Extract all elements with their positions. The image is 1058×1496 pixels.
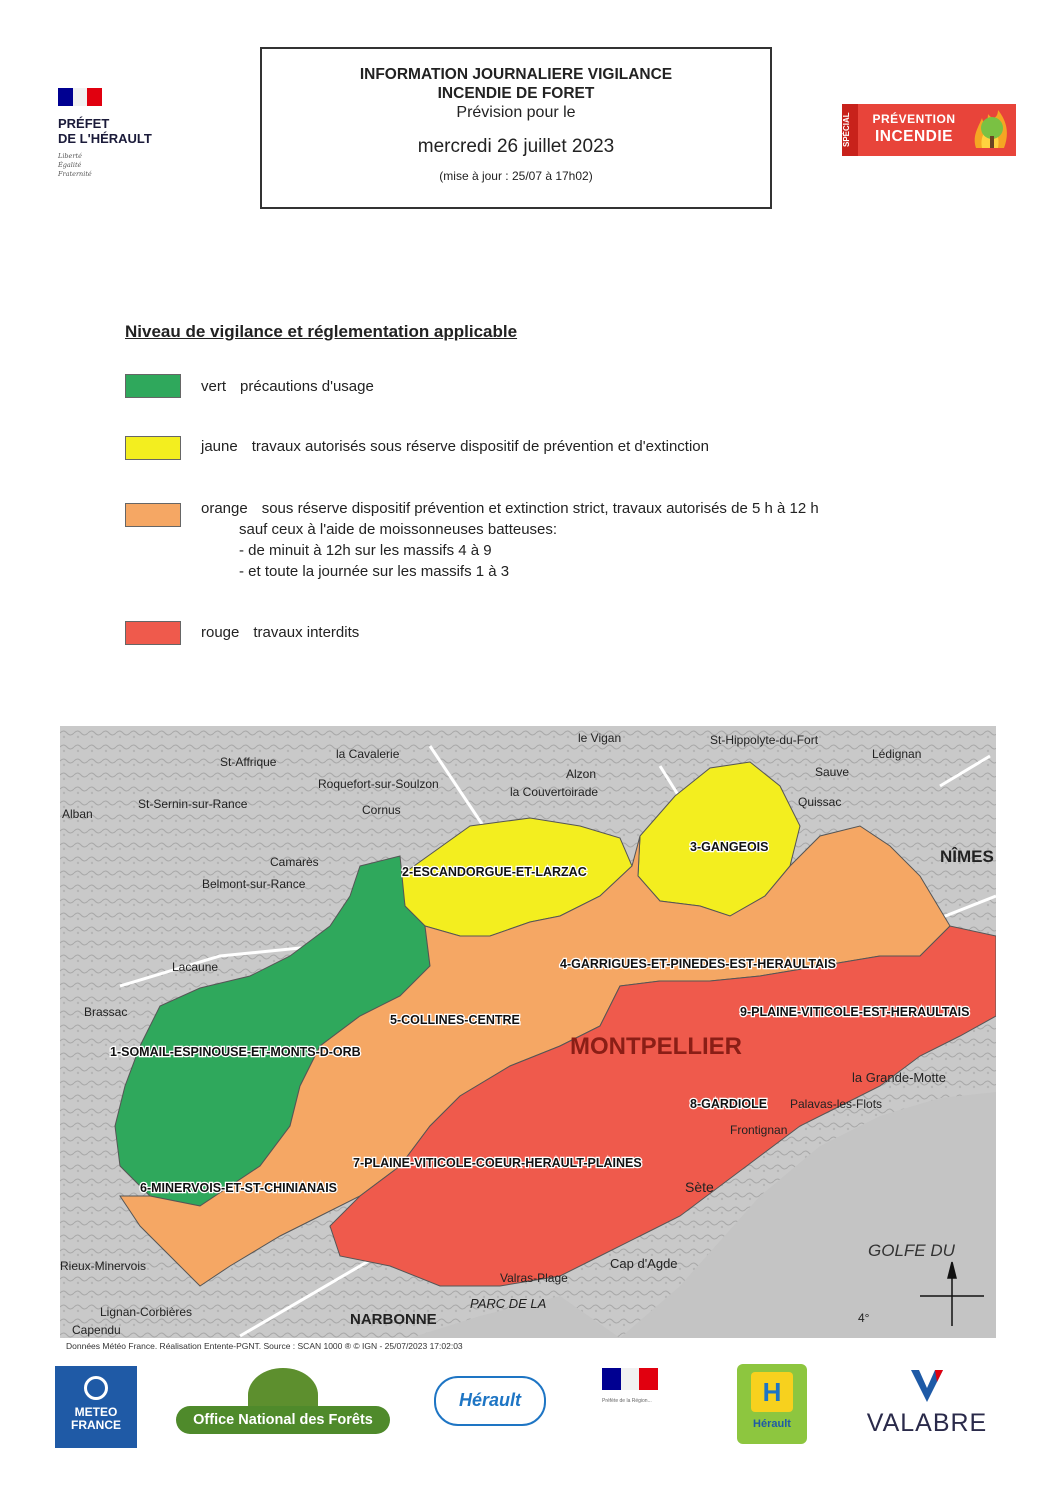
massif-label-2: 2-ESCANDORGUE-ET-LARZAC — [402, 865, 587, 879]
place-sauve: Sauve — [815, 765, 850, 779]
sdis-h-icon: H — [751, 1372, 793, 1412]
motto-liberte: Liberté — [58, 152, 82, 160]
place-alban: Alban — [62, 807, 93, 821]
place-st-affrique: St-Affrique — [220, 755, 277, 769]
prevention-incendie-badge — [842, 104, 1016, 156]
place-golfe: GOLFE DU — [868, 1241, 955, 1260]
legend-item-orange — [201, 498, 819, 582]
badge-line1: PRÉVENTION — [872, 112, 956, 126]
place-capendu: Capendu — [72, 1323, 121, 1337]
legend-desc-jaune: travaux autorisés sous réserve dispositif de prévention et d'extinction — [251, 438, 709, 455]
legend-name-orange: orange — [201, 500, 248, 517]
place-lignan: Lignan-Corbières — [100, 1305, 193, 1319]
french-flag-icon — [58, 88, 102, 106]
place-belmont: Belmont-sur-Rance — [202, 877, 306, 891]
legend-desc-orange-line3: - de minuit à 12h sur les massifs 4 à 9 — [239, 542, 492, 559]
motto-egalite: Égalité — [58, 161, 82, 169]
massif-label-8: 8-GARDIOLE — [690, 1097, 768, 1111]
valabre-v-icon — [907, 1368, 947, 1404]
badge-special-label: SPÉCIAL — [842, 104, 858, 156]
place-couvertoirade: la Couvertoirade — [510, 785, 599, 799]
prefet-title — [58, 116, 198, 146]
valabre-label: VALABRE — [866, 1409, 988, 1437]
prefet-title-line1: PRÉFET — [58, 116, 110, 131]
prefet-motto — [58, 152, 198, 179]
herault-cg-label: Hérault — [458, 1390, 521, 1410]
place-parc: PARC DE LA — [470, 1296, 547, 1311]
massif-label-5: 5-COLLINES-CENTRE — [390, 1013, 520, 1027]
place-quissac: Quissac — [798, 795, 842, 809]
meteo-label-2: FRANCE — [71, 1418, 121, 1432]
motto-fraternite: Fraternité — [58, 170, 92, 178]
place-le-vigan: le Vigan — [578, 731, 622, 745]
legend-swatch-orange — [125, 503, 181, 527]
place-ledignan: Lédignan — [872, 747, 922, 761]
legend-desc-rouge: travaux interdits — [253, 624, 360, 641]
tree-fire-icon — [968, 108, 1012, 152]
compass-label: 4° — [858, 1311, 870, 1325]
sdis-herault-logo — [737, 1364, 807, 1444]
header-title-line1: INFORMATION JOURNALIERE VIGILANCE — [359, 66, 673, 83]
legend-item-vert — [201, 376, 374, 397]
legend-item-jaune — [201, 436, 709, 457]
place-lacaune: Lacaune — [172, 960, 219, 974]
massif-label-9: 9-PLAINE-VITICOLE-EST-HERAULTAIS — [740, 1005, 970, 1019]
massif-label-6: 6-MINERVOIS-ET-ST-CHINIANAIS — [140, 1181, 338, 1195]
meteo-france-logo — [55, 1366, 137, 1448]
place-sete: Sète — [685, 1179, 714, 1195]
place-brassac: Brassac — [84, 1005, 128, 1019]
sdis-herault-label: Hérault — [753, 1418, 791, 1430]
header-date: mercredi 26 juillet 2023 — [417, 136, 615, 157]
legend-swatch-vert — [125, 374, 181, 398]
legend-name-vert: vert — [201, 378, 227, 395]
small-flag-icon — [602, 1368, 658, 1390]
place-rieux: Rieux-Minervois — [60, 1259, 147, 1273]
place-palavas: Palavas-les-Flots — [790, 1097, 883, 1111]
legend-desc-vert: précautions d'usage — [240, 378, 374, 395]
legend-swatch-rouge — [125, 621, 181, 645]
header-box — [260, 47, 772, 209]
prefecture-small-text: Préfète de la Région... — [602, 1398, 652, 1404]
place-narbonne: NARBONNE — [350, 1311, 437, 1328]
massif-label-7: 7-PLAINE-VITICOLE-COEUR-HERAULT-PLAINES — [353, 1156, 642, 1170]
place-camares: Camarès — [270, 855, 319, 869]
place-st-sernin: St-Sernin-sur-Rance — [138, 797, 248, 811]
legend-name-jaune: jaune — [201, 438, 238, 455]
legend-desc-orange-line4: - et toute la journée sur les massifs 1 à 3 — [239, 563, 510, 580]
place-cap-agde: Cap d'Agde — [610, 1256, 678, 1271]
prefet-title-line2: DE L'HÉRAULT — [58, 131, 152, 146]
header-title-line2: INCENDIE DE FORET — [437, 85, 595, 102]
place-nimes: NÎMES — [940, 847, 994, 866]
meteo-label-1: METEO — [74, 1405, 118, 1419]
place-montpellier: MONTPELLIER — [570, 1033, 742, 1060]
place-st-hippolyte: St-Hippolyte-du-Fort — [710, 733, 819, 747]
legend-swatch-jaune — [125, 436, 181, 460]
badge-line2: INCENDIE — [874, 128, 954, 145]
header-forecast-label: Prévision pour le — [456, 104, 576, 121]
legend-title: Niveau de vigilance et réglementation applicable — [125, 322, 518, 341]
legend-name-rouge: rouge — [201, 624, 240, 641]
place-la-cavalerie: la Cavalerie — [336, 747, 400, 761]
place-grande-motte: la Grande-Motte — [852, 1070, 946, 1085]
header-update-time: (mise à jour : 25/07 à 17h02) — [439, 169, 593, 183]
place-frontignan: Frontignan — [730, 1123, 788, 1137]
massif-label-3: 3-GANGEOIS — [690, 840, 769, 854]
place-valras: Valras-Plage — [500, 1271, 568, 1285]
map-credit: Données Météo France. Réalisation Entente-PGNT. Source : SCAN 1000 ® © IGN - 25/07/2023 17:02:03 — [66, 1341, 463, 1351]
prefecture-region-logo — [602, 1368, 664, 1448]
massif-label-4: 4-GARRIGUES-ET-PINEDES-EST-HERAULTAIS — [560, 957, 836, 971]
onf-label: Office National des Forêts — [176, 1406, 390, 1434]
legend-item-rouge — [201, 622, 359, 643]
herault-cg-logo — [434, 1376, 546, 1426]
legend-desc-orange-line2: sauf ceux à l'aide de moissonneuses batteuses: — [239, 521, 558, 538]
place-alzon: Alzon — [566, 767, 597, 781]
valabre-logo — [858, 1368, 996, 1440]
legend-desc-orange-line1: sous réserve dispositif prévention et extinction strict, travaux autorisés de 5 h à 12 h — [261, 500, 819, 517]
place-cornus: Cornus — [362, 803, 401, 817]
prefet-logo — [58, 88, 198, 179]
onf-logo — [176, 1368, 390, 1444]
massif-label-1: 1-SOMAIL-ESPINOUSE-ET-MONTS-D-ORB — [110, 1045, 361, 1059]
meteo-france-icon — [84, 1376, 108, 1400]
place-roquefort: Roquefort-sur-Soulzon — [318, 777, 439, 791]
vigilance-map — [60, 726, 996, 1338]
